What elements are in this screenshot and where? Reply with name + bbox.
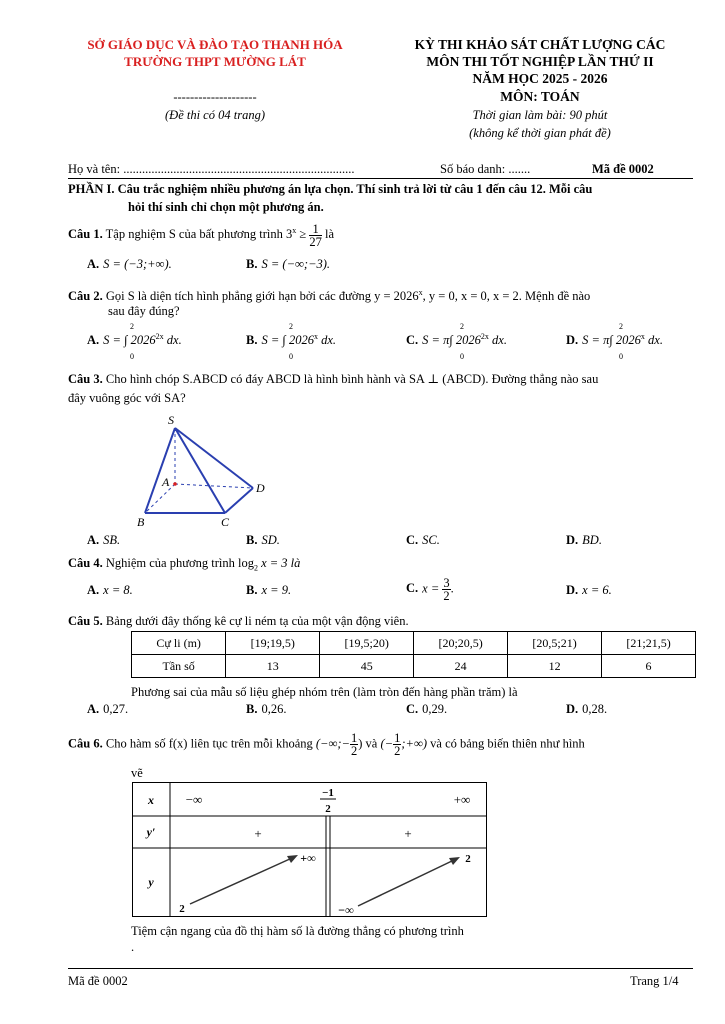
q5-option-b[interactable]: B. 0,26. [246, 702, 287, 716]
vt-y-label: y [148, 875, 154, 889]
question-5: Câu 5. Bảng dưới đây thống kê cự li ném tạ của một vận động viên. [68, 614, 409, 628]
vt-left-bot: 2 [179, 903, 185, 915]
header-rule [68, 178, 693, 179]
q3-option-a[interactable]: A. SB. [87, 533, 121, 547]
q5-option-c[interactable]: C. 0,29. [406, 702, 448, 716]
vt-yp-label: y′ [146, 825, 156, 839]
subject: MÔN: TOÁN [500, 89, 580, 104]
vt-x-minf: −∞ [185, 792, 203, 807]
part1-title-2: hỏi thí sinh chỉ chọn một phương án. [128, 200, 324, 214]
label-d: D [256, 481, 265, 495]
vt-right-top: 2 [465, 853, 471, 865]
table-row: Cự li (m) [19;19,5) [19,5;20) [20;20,5) [20,5;21) [21;21,5) [132, 632, 696, 655]
q4-option-b[interactable]: B. x = 9. [246, 583, 292, 597]
q2-option-d[interactable]: D. S = π∫ 2026$^x$ dx. [566, 332, 663, 348]
question-6-cont: vẽ [131, 766, 143, 780]
question-6-dot: . [131, 940, 135, 954]
question-3-cont: đây vuông góc với SA? [68, 391, 186, 405]
time-note: (không kể thời gian phát đề) [469, 126, 611, 140]
vt-right-bot: −∞ [338, 903, 354, 917]
q3-option-d[interactable]: D. BD. [566, 533, 602, 547]
q2-b-upper-limit: 2 [289, 322, 293, 331]
q2-d-lower-limit: 0 [619, 352, 623, 361]
q2-option-a[interactable]: A. S = ∫ $2026^{2x}$ dx. [87, 332, 182, 348]
exam-code: Mã đề 0002 [592, 162, 654, 176]
vt-left-top: +∞ [300, 851, 316, 865]
q2-option-c[interactable]: C. S = π∫ $2026^{2x}$ dx. [406, 332, 507, 348]
edge-ad [175, 484, 253, 488]
q4-option-a[interactable]: A. x = 8. [87, 583, 133, 597]
question-4: Câu 4. Nghiệm của phương trình $\log_2 x = 3$ là [68, 556, 301, 573]
time-limit: Thời gian làm bài: 90 phút [472, 108, 608, 122]
vt-mid-den: 2 [325, 803, 331, 815]
q5-option-a[interactable]: A. 0,27. [87, 702, 129, 716]
q3-option-c[interactable]: C. SC. [406, 533, 440, 547]
vt-x-pinf: +∞ [453, 792, 471, 807]
pyramid-figure [125, 410, 275, 530]
edge-sc [175, 428, 225, 513]
q4-option-c[interactable]: C. x = $\frac{3}{2}$ . [406, 576, 454, 603]
q1-option-b[interactable]: B. S = (−∞;−3). [246, 257, 331, 271]
q2-c-lower-limit: 0 [460, 352, 464, 361]
variation-table [132, 782, 488, 918]
q2-option-b[interactable]: B. S = ∫ 2026$^x$ dx. [246, 332, 337, 348]
distance-table [131, 631, 696, 678]
q1-option-a[interactable]: A. S = (−3;+∞). [87, 257, 172, 271]
exam-title-2: MÔN THI TỐT NGHIỆP LẦN THỨ II [426, 54, 654, 69]
table-row: Tần số 13 45 24 12 6 [132, 655, 696, 678]
vt-arrow-right [358, 860, 454, 906]
part1-title: PHẦN I. Câu trắc nghiệm nhiều phương án lựa chọn. Thí sinh trả lời từ câu 1 đến câu 12. Mỗi câu [68, 182, 593, 196]
question-6-prompt: Tiệm cận ngang của đồ thị hàm số là đường thẳng có phương trình [131, 924, 464, 938]
vt-mid-num: −1 [322, 787, 334, 799]
page-count: (Đề thi có 04 trang) [165, 108, 265, 122]
label-s: S [168, 413, 174, 427]
vt-arrow-left [190, 858, 292, 904]
label-a: A [162, 475, 170, 489]
q2-c-upper-limit: 2 [460, 322, 464, 331]
q2-a-upper-limit: 2 [130, 322, 134, 331]
q2-b-lower-limit: 0 [289, 352, 293, 361]
q2-d-upper-limit: 2 [619, 322, 623, 331]
vt-plus-2: + [404, 826, 412, 841]
footer-rule [68, 968, 693, 969]
candidate-id: Số báo danh: ....... [440, 162, 531, 176]
q2-a-lower-limit: 0 [130, 352, 134, 361]
exam-title-1: KỲ THI KHẢO SÁT CHẤT LƯỢNG CÁC [414, 37, 666, 52]
dept-name: SỞ GIÁO DỤC VÀ ĐÀO TẠO THANH HÓA [87, 37, 343, 52]
q5-option-d[interactable]: D. 0,28. [566, 702, 608, 716]
edge-sd [175, 428, 253, 488]
edge-sb [145, 428, 175, 513]
question-2-cont: sau đây đúng? [108, 304, 180, 318]
edge-cd [225, 488, 253, 513]
footer-page: Trang 1/4 [630, 974, 679, 988]
candidate-name: Họ và tên: .......................................................................... [68, 162, 355, 176]
header-dashes: -------------------- [173, 90, 257, 104]
point-a [173, 482, 177, 486]
question-6: Câu 6. Cho hàm số f(x) liên tục trên mỗi khoảng (−∞;− $\frac{1}{2}$ ) và (− $\frac{1}{2}$ ;+∞) và có bảng biến thiên như hình [68, 731, 585, 758]
q3-option-b[interactable]: B. SD. [246, 533, 280, 547]
question-5-cont: Phương sai của mẫu số liệu ghép nhóm trên (làm tròn đến hàng phần trăm) là [131, 685, 518, 699]
label-c: C [221, 515, 230, 529]
question-1: Câu 1. Tập nghiệm S của bất phương trình $3^x$ ≥ $\frac{1}{27}$ là [68, 221, 335, 249]
school-year: NĂM HỌC 2025 - 2026 [472, 71, 608, 86]
label-b: B [137, 515, 145, 529]
footer-code: Mã đề 0002 [68, 974, 128, 988]
vt-x-label: x [148, 793, 154, 807]
question-2: Câu 2. Gọi S là diện tích hình phẳng giới hạn bởi các đường $y = 2026^x$, y = 0, x = 0, x = 2. Mệnh đề nào [68, 288, 591, 304]
vt-plus-1: + [254, 826, 262, 841]
q4-option-d[interactable]: D. x = 6. [566, 583, 612, 597]
school-name: TRƯỜNG THPT MƯỜNG LÁT [124, 54, 306, 69]
question-3: Câu 3. Cho hình chóp S.ABCD có đáy ABCD là hình bình hành và SA ⊥ (ABCD). Đường thẳng nào sau [68, 372, 599, 386]
